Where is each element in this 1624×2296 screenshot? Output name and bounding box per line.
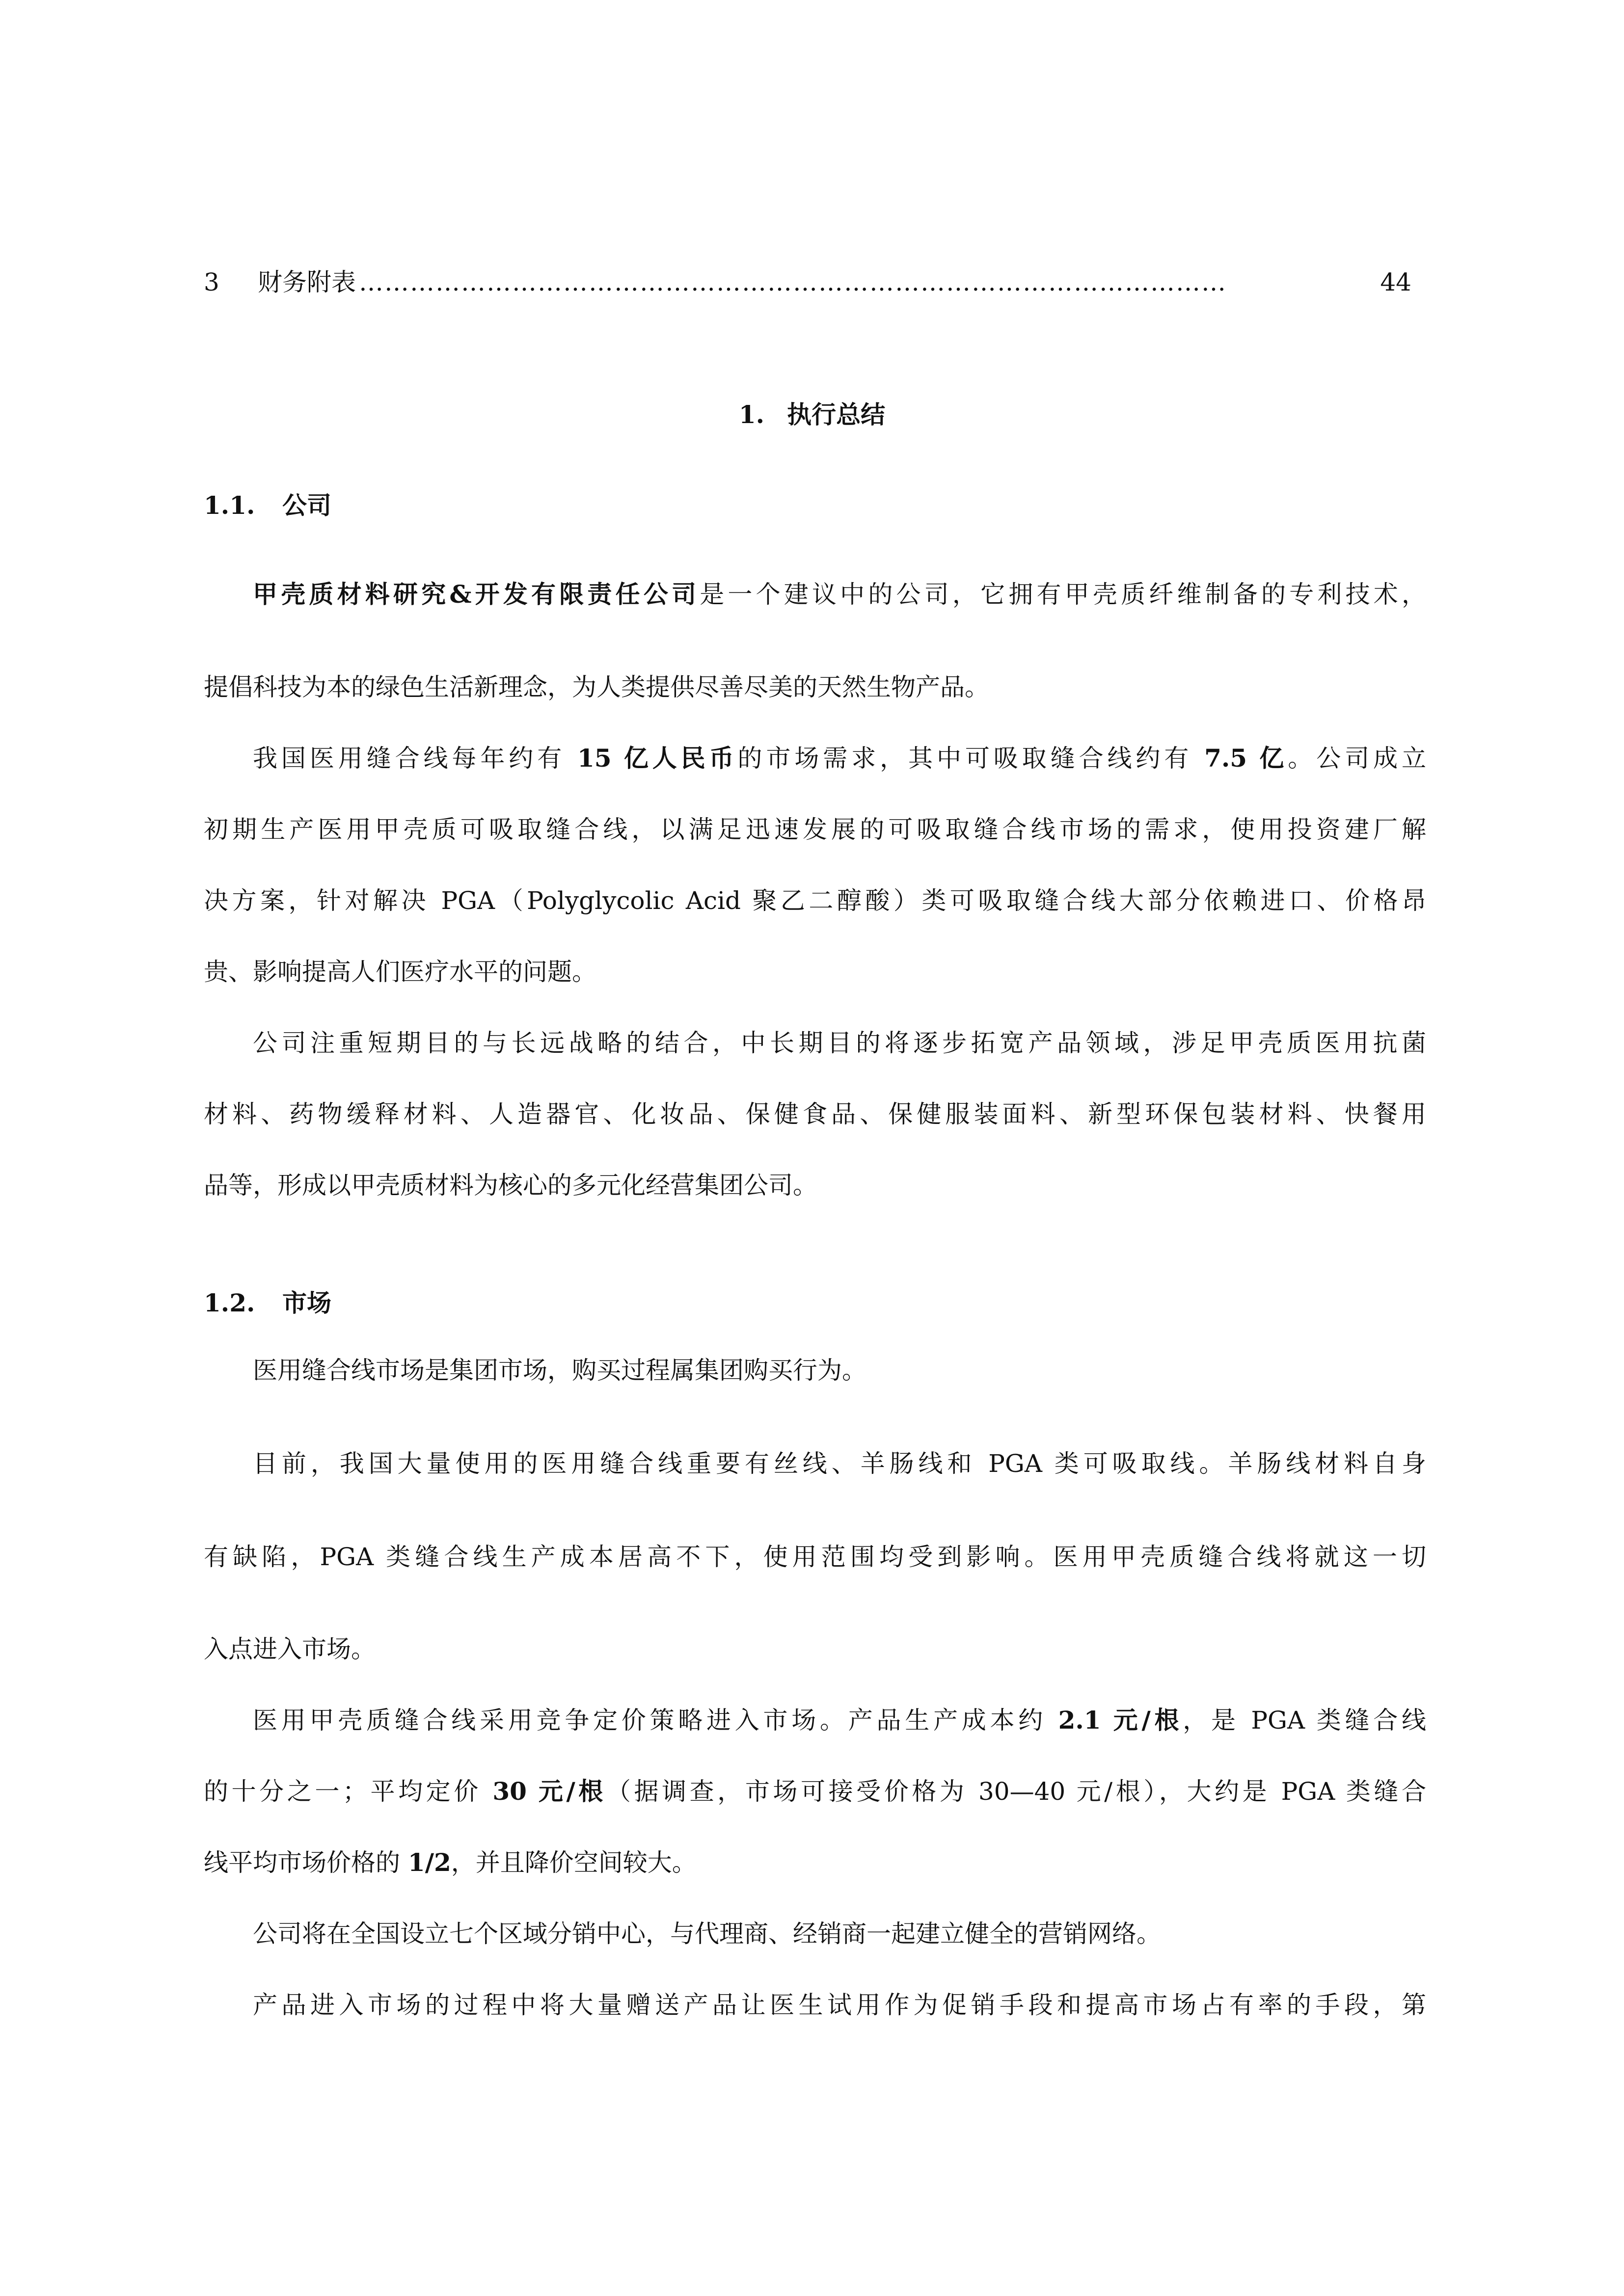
subsection-title: 市场 (282, 1288, 331, 1317)
average-price-value: 30 元/根 (492, 1777, 606, 1806)
paragraph-line (204, 1845, 1426, 1880)
subsection-number: 1.2. (204, 1288, 255, 1317)
production-cost-value: 2.1 元/根 (1058, 1706, 1183, 1735)
paragraph-line (253, 741, 1426, 775)
paragraph-line: 材料、药物缓释材料、人造器官、化妆品、保健食品、保健服装面料、新型环保包装材料、快餐用 (204, 1100, 1426, 1128)
subsection-title: 公司 (282, 491, 331, 520)
subsection-heading-market (204, 1286, 331, 1320)
toc-entry-page: 44 (1380, 268, 1411, 296)
paragraph-line (204, 1774, 1426, 1809)
text-run: 。公司成立 (1288, 744, 1426, 773)
paragraph-line: 产品进入市场的过程中将大量赠送产品让医生试用作为促销手段和提高市场占有率的手段，第 (253, 1991, 1426, 2019)
paragraph-line: 医用缝合线市场是集团市场，购买过程属集团购买行为。 (253, 1356, 866, 1385)
toc-entry-title: 财务附表 (258, 268, 356, 296)
paragraph-line: 入点进入市场。 (204, 1635, 376, 1663)
paragraph-line (253, 577, 1426, 612)
text-run: 的市场需求，其中可吸取缝合线约有 (737, 744, 1205, 773)
text-run: ，是 PGA 类缝合线 (1183, 1706, 1426, 1735)
company-name: 甲壳质材料研究&开发有限责任公司 (253, 580, 700, 609)
paragraph-line: 公司注重短期目的与长远战略的结合，中长期目的将逐步拓宽产品领域，涉足甲壳质医用抗菌 (253, 1029, 1426, 1057)
paragraph-line (253, 1703, 1426, 1737)
text-run: （据调查，市场可接受价格为 30—40 元/根），大约是 PGA 类缝合 (606, 1777, 1427, 1806)
toc-leader-dots: ………………………………………………………………………………………… (359, 268, 1227, 296)
subsection-heading-company (204, 488, 331, 523)
toc-entry-number: 3 (204, 268, 219, 296)
text-run: ，并且降价空间较大。 (451, 1848, 697, 1877)
paragraph-line: 贵、影响提高人们医疗水平的问题。 (204, 958, 596, 986)
text-run: 医用甲壳质缝合线采用竞争定价策略进入市场。产品生产成本约 (253, 1706, 1058, 1735)
section-heading (0, 398, 1624, 432)
paragraph-line: 提倡科技为本的绿色生活新理念，为人类提供尽善尽美的天然生物产品。 (204, 673, 989, 701)
absorbable-demand-value: 7.5 亿 (1204, 744, 1288, 773)
price-ratio-value: 1/2 (407, 1848, 451, 1877)
paragraph-line: 品等，形成以甲壳质材料为核心的多元化经营集团公司。 (204, 1171, 817, 1200)
paragraph-line: 有缺陷，PGA 类缝合线生产成本居高不下，使用范围均受到影响。医用甲壳质缝合线将就这一切 (204, 1543, 1426, 1571)
market-demand-value: 15 亿人民币 (577, 744, 738, 773)
text-run: 是一个建议中的公司，它拥有甲壳质纤维制备的专利技术， (700, 580, 1426, 609)
paragraph-line: 目前，我国大量使用的医用缝合线重要有丝线、羊肠线和 PGA 类可吸取线。羊肠线材料自身 (253, 1449, 1426, 1478)
text-run: 的十分之一；平均定价 (204, 1777, 493, 1806)
paragraph-line: 决方案，针对解决 PGA（Polyglycolic Acid 聚乙二醇酸）类可吸取缝合线大部分依赖进口、价格昂 (204, 886, 1426, 915)
section-title: 执行总结 (787, 400, 886, 429)
paragraph-line: 公司将在全国设立七个区域分销中心，与代理商、经销商一起建立健全的营销网络。 (253, 1920, 1161, 1948)
text-run: 我国医用缝合线每年约有 (253, 744, 577, 773)
subsection-number: 1.1. (204, 491, 255, 520)
text-run: 线平均市场价格的 (204, 1848, 408, 1877)
section-number: 1. (738, 400, 765, 429)
paragraph-line: 初期生产医用甲壳质可吸取缝合线，以满足迅速发展的可吸取缝合线市场的需求，使用投资建厂解 (204, 815, 1426, 844)
toc-entry[interactable] (204, 265, 1411, 299)
